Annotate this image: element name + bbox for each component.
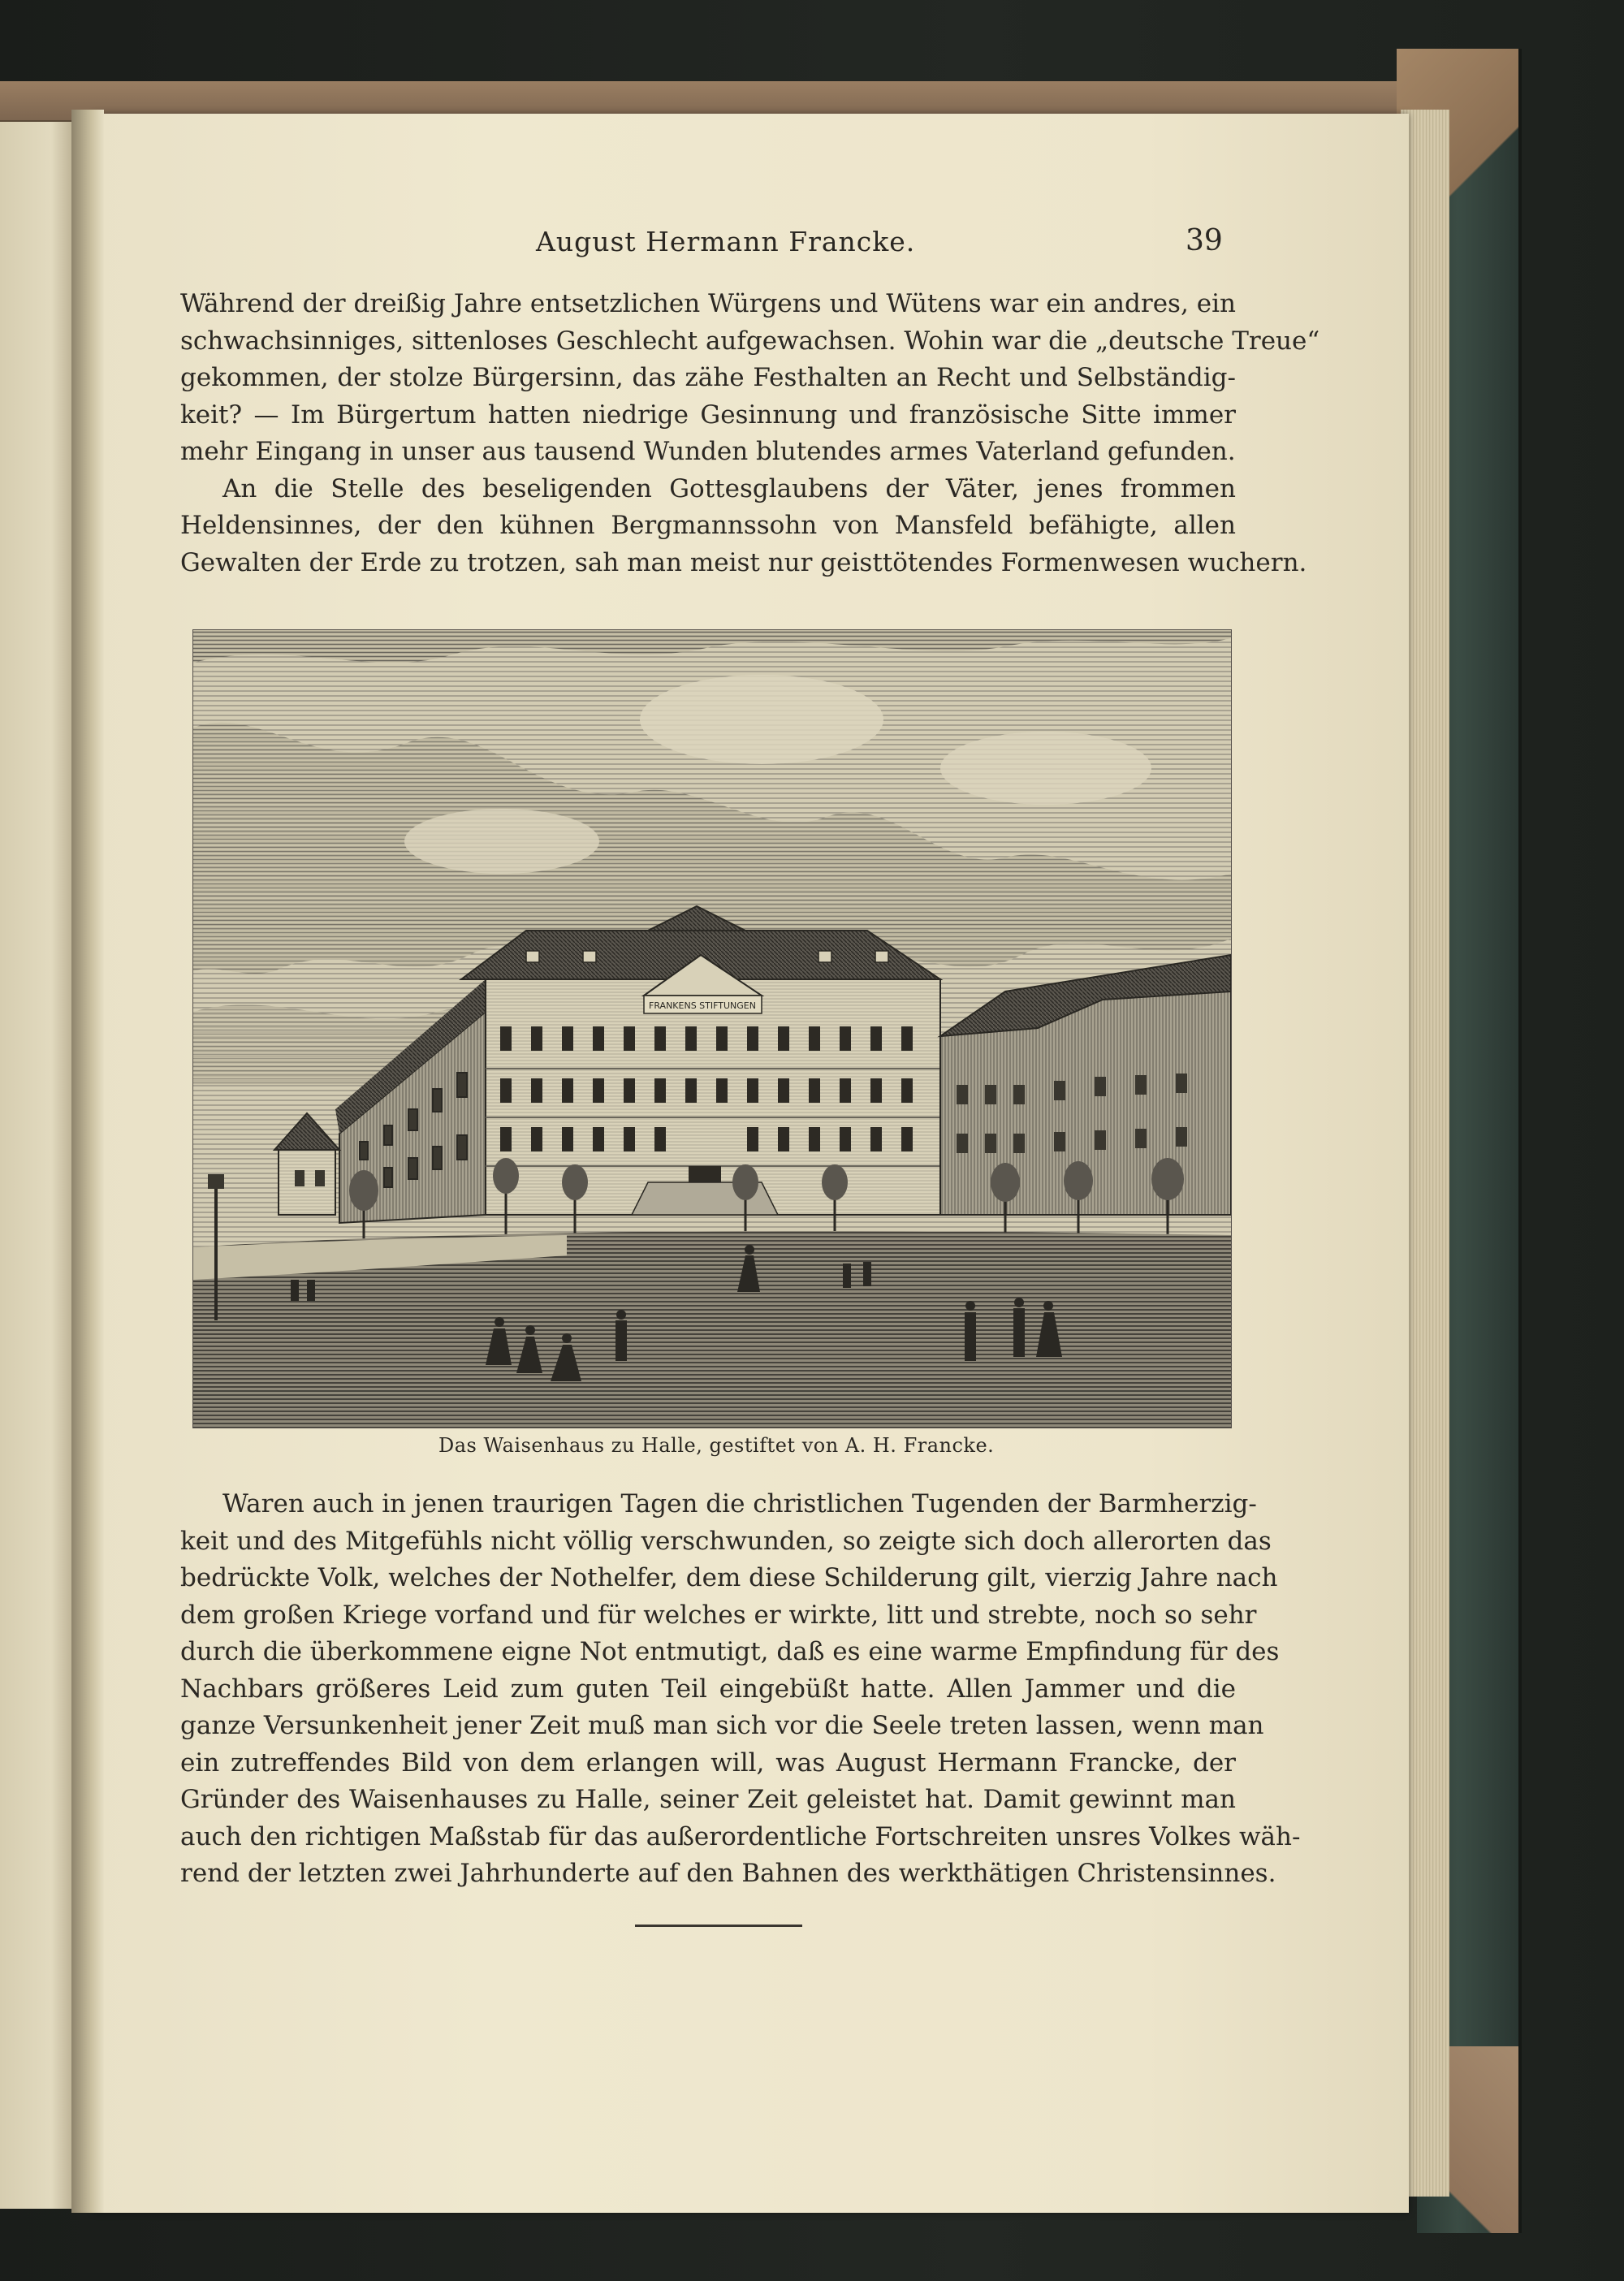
page-gutter bbox=[71, 110, 104, 2213]
text-line: Gründer des Waisenhauses zu Halle, seiner Zeit geleistet hat. Damit gewinnt man bbox=[180, 1785, 1236, 1814]
text-line: gekommen, der stolze Bürgersinn, das zähe Festhalten an Recht und Selbständig- bbox=[180, 363, 1236, 392]
window bbox=[840, 1127, 851, 1151]
paragraph-2 bbox=[180, 1486, 1301, 1893]
window bbox=[685, 1026, 697, 1051]
window bbox=[870, 1127, 882, 1151]
end-rule bbox=[635, 1925, 802, 1927]
window bbox=[562, 1127, 573, 1151]
window bbox=[593, 1078, 604, 1103]
window bbox=[809, 1026, 820, 1051]
window bbox=[901, 1127, 913, 1151]
text-line: Nachbars größeres Leid zum guten Teil eingebüßt hatte. Allen Jammer und die bbox=[180, 1674, 1236, 1704]
text-line: Während der dreißig Jahre entsetzlichen Würgens und Wütens war ein andres, ein bbox=[180, 289, 1236, 318]
window bbox=[654, 1026, 666, 1051]
left-page-edge bbox=[0, 122, 73, 2209]
text-line: Gewalten der Erde zu trotzen, sah man meist nur geisttötendes Formenwesen wuchern. bbox=[180, 547, 1307, 577]
window bbox=[562, 1078, 573, 1103]
text-line: keit und des Mitgefühls nicht völlig verschwunden, so zeigte sich doch allerorten das bbox=[180, 1526, 1272, 1556]
window bbox=[778, 1127, 789, 1151]
text-line: keit? — Im Bürgertum hatten niedrige Gesinnung und französische Sitte immer bbox=[180, 400, 1236, 430]
window bbox=[747, 1127, 758, 1151]
window bbox=[870, 1026, 882, 1051]
text-line: mehr Eingang in unser aus tausend Wunden blutendes armes Vaterland gefunden. bbox=[180, 437, 1236, 466]
window bbox=[500, 1026, 512, 1051]
text-line: ein zutreffendes Bild von dem erlangen will, was August Hermann Francke, der bbox=[180, 1747, 1236, 1778]
window bbox=[531, 1078, 542, 1103]
window bbox=[901, 1026, 913, 1051]
window bbox=[500, 1127, 512, 1151]
engraving-illustration bbox=[192, 629, 1232, 1428]
text-line: An die Stelle des beseligenden Gottesglaubens der Väter, jenes frommen bbox=[222, 473, 1236, 503]
window bbox=[778, 1078, 789, 1103]
text-line: ganze Versunkenheit jener Zeit muß man sich vor die Seele treten lassen, wenn man bbox=[180, 1711, 1264, 1740]
building-sign: FRANKENS STIFTUNGEN bbox=[649, 1000, 756, 1011]
text-line: bedrückte Volk, welches der Nothelfer, dem diese Schilderung gilt, vierzig Jahre nach bbox=[180, 1563, 1278, 1592]
running-head: August Hermann Francke. bbox=[536, 226, 916, 257]
window bbox=[654, 1127, 666, 1151]
window bbox=[685, 1078, 697, 1103]
text-line: Waren auch in jenen traurigen Tagen die christlichen Tugenden der Barmherzig- bbox=[222, 1489, 1257, 1519]
window bbox=[531, 1026, 542, 1051]
window bbox=[593, 1127, 604, 1151]
text-line: Heldensinnes, der den kühnen Bergmannssohn von Mansfeld befähigte, allen bbox=[180, 511, 1236, 540]
window bbox=[562, 1026, 573, 1051]
text-line: dem großen Kriege vorfand und für welches er wirkte, litt und strebte, noch so sehr bbox=[180, 1600, 1257, 1630]
window bbox=[778, 1026, 789, 1051]
text-line: schwachsinniges, sittenloses Geschlecht aufgewachsen. Wohin war die „deutsche Treue“ bbox=[180, 326, 1320, 356]
text-line: auch den richtigen Maßstab für das außerordentliche Fortschreiten unsres Volkes wäh- bbox=[180, 1821, 1301, 1851]
window bbox=[747, 1078, 758, 1103]
text-line: rend der letzten zwei Jahrhunderte auf den Bahnen des werkthätigen Christensinnes. bbox=[180, 1859, 1276, 1888]
window bbox=[654, 1078, 666, 1103]
paragraph-1 bbox=[180, 286, 1320, 581]
window bbox=[840, 1078, 851, 1103]
window bbox=[624, 1078, 635, 1103]
window bbox=[716, 1078, 728, 1103]
window bbox=[901, 1078, 913, 1103]
text-line: durch die überkommene eigne Not entmutigt, daß es eine warme Empfindung für des bbox=[180, 1637, 1280, 1666]
window bbox=[840, 1026, 851, 1051]
window bbox=[870, 1078, 882, 1103]
window bbox=[809, 1127, 820, 1151]
window bbox=[593, 1026, 604, 1051]
window bbox=[531, 1127, 542, 1151]
page-number: 39 bbox=[1186, 224, 1223, 257]
window bbox=[624, 1026, 635, 1051]
window bbox=[500, 1078, 512, 1103]
window bbox=[624, 1127, 635, 1151]
illustration-caption: Das Waisenhaus zu Halle, gestiftet von A. H. Francke. bbox=[438, 1434, 995, 1457]
window bbox=[809, 1078, 820, 1103]
window bbox=[747, 1026, 758, 1051]
window bbox=[716, 1026, 728, 1051]
